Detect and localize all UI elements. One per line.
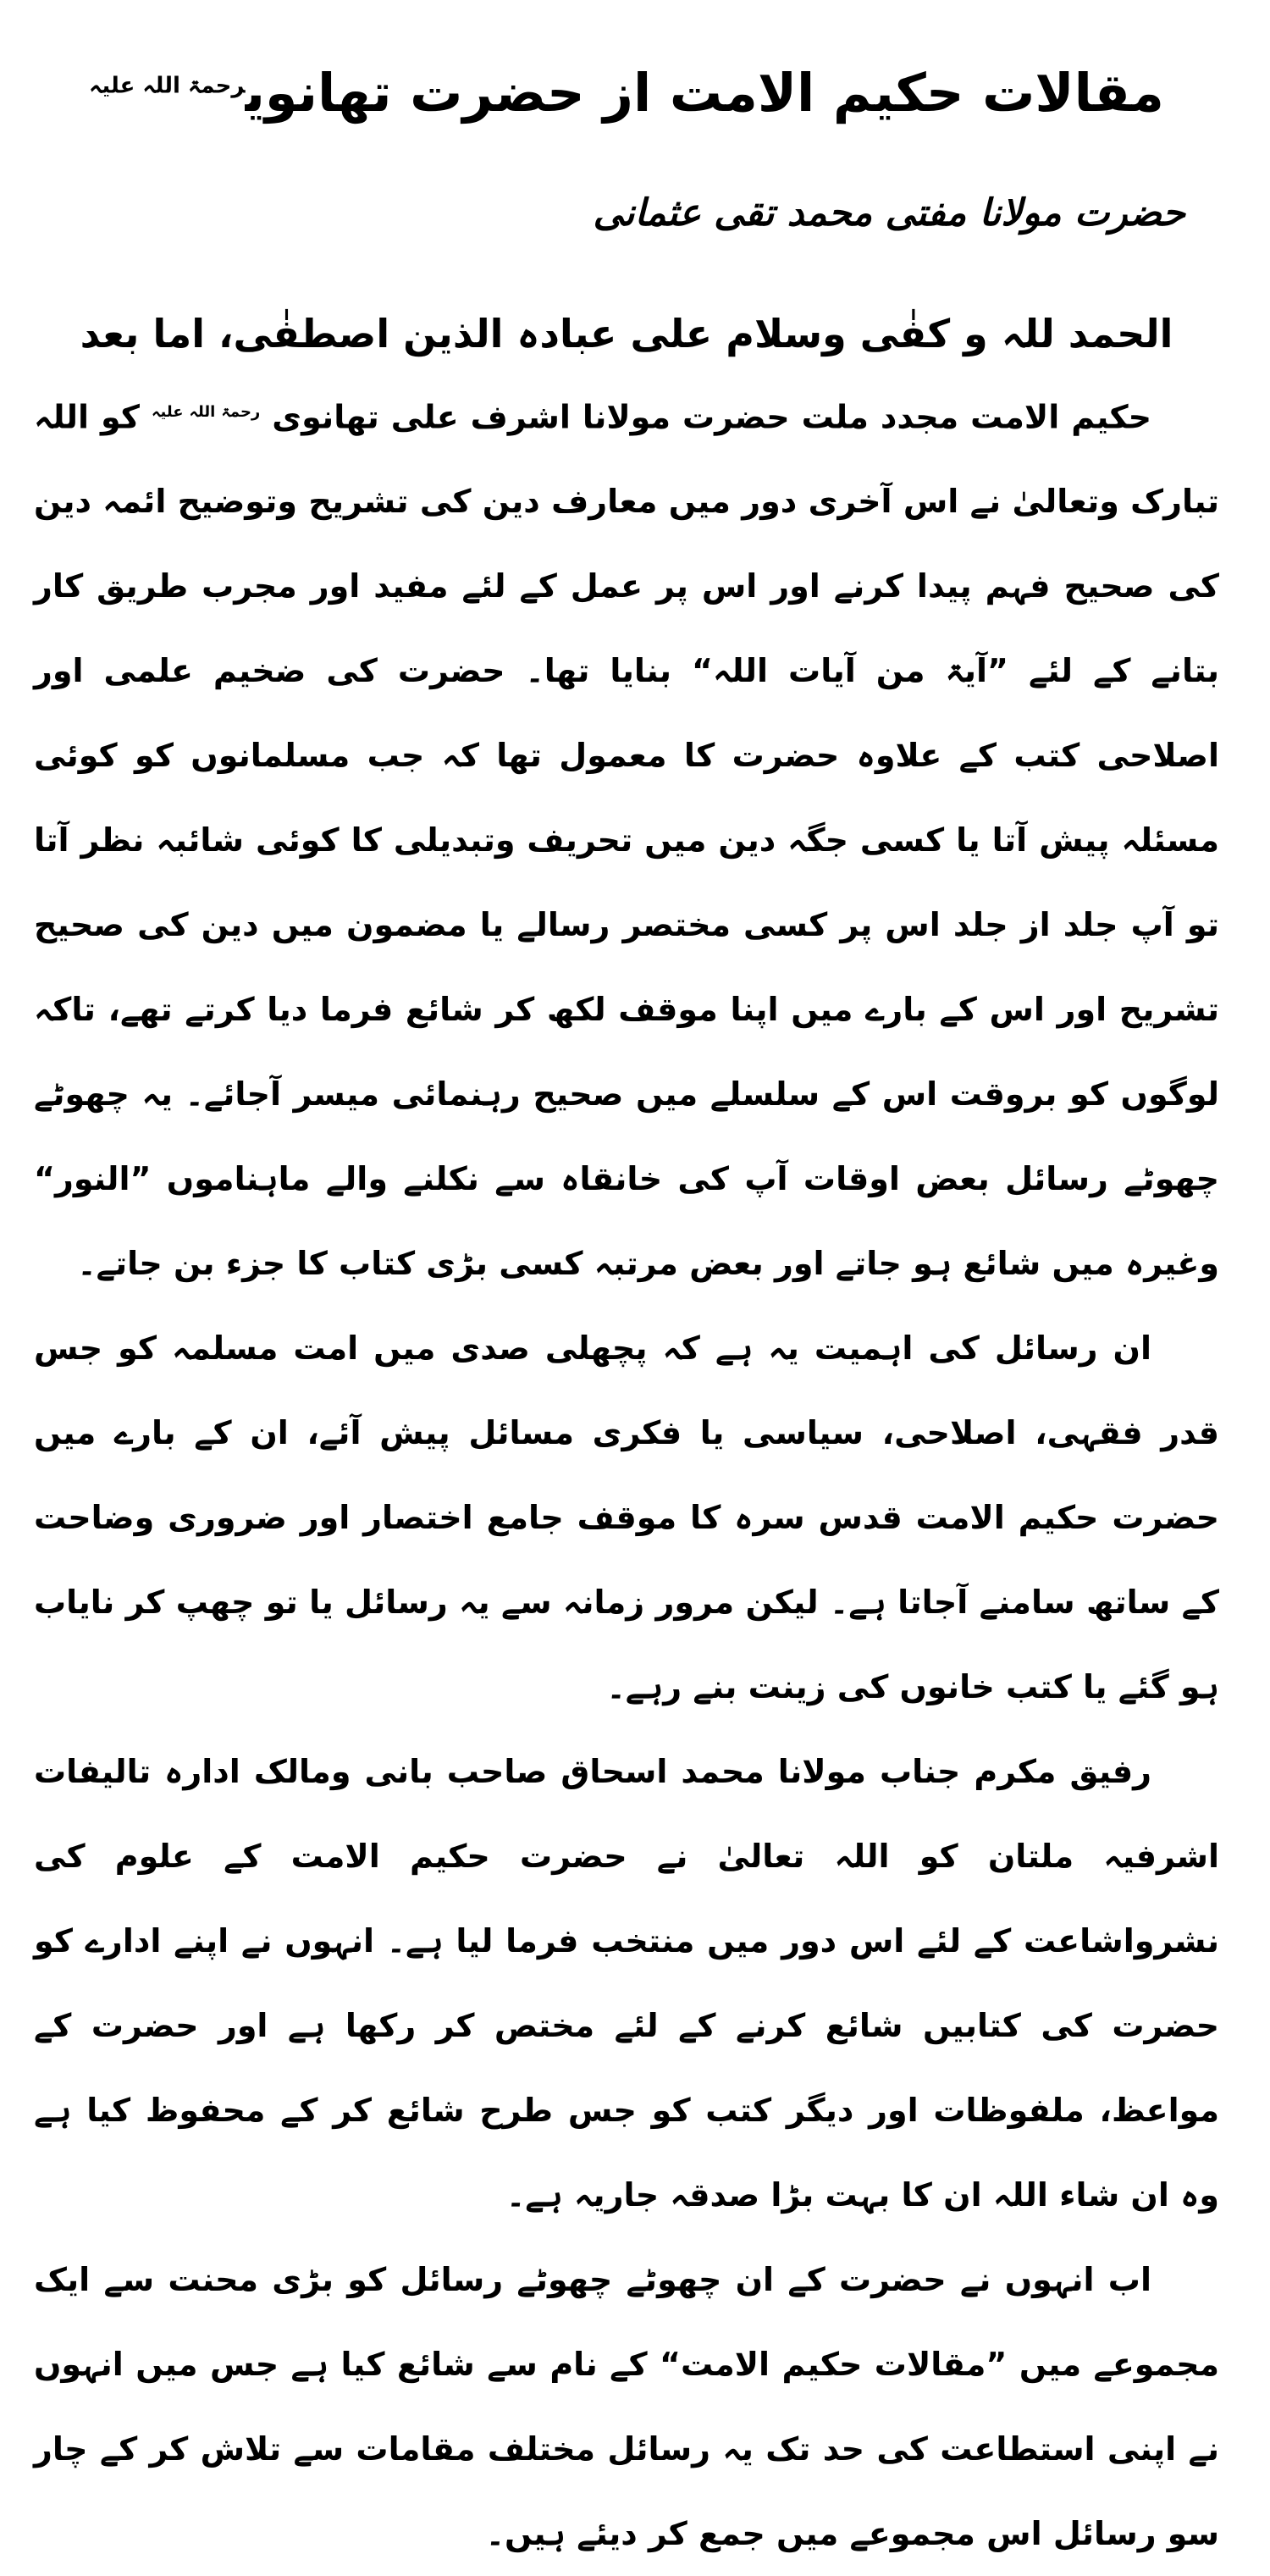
title-honorific: رحمۃ اللہ علیہ: [89, 73, 246, 99]
paragraph-1-text-b: کو اللہ تبارک وتعالیٰ نے اس آخری دور میں معارف دین کی تشریح وتوضیح ائمہ دین کی صحیح فہم پیدا کرنے اور اس پر عمل کے لئے مفید اور مجرب طریق کار بتانے کے لئے ”آیۃ من آیات اللہ“ بنایا تھا۔ حضرت کی ضخیم علمی اور اصلاحی کتب کے علاوہ حضرت کا معمول تھا کہ جب مسلمانوں کو کوئی مسئلہ پیش آتا یا کسی جگہ دین میں تحریف وتبدیلی کا کوئی شائبہ نظر آتا تو آپ جلد از جلد اس پر کسی مختصر رسالے یا مضمون میں دین کی صحیح تشریح اور اس کے بارے میں اپنا موقف لکھ کر شائع فرما دیا کرتے تھے، تاکہ لوگوں کو بروقت اس کے سلسلے میں صحیح رہنمائی میسر آجائے۔ یہ چھوٹے چھوٹے رسائل بعض اوقات آپ کی خانقاہ سے نکلنے والے ماہناموں ”النور“ وغیرہ میں شائع ہو جاتے اور بعض مرتبہ کسی بڑی کتاب کا جزء بن جاتے۔: [34, 398, 1219, 1283]
paragraph-2: [34, 1306, 1219, 1729]
paragraph-2-text: ان رسائل کی اہمیت یہ ہے کہ پچھلی صدی میں امت مسلمہ کو جس قدر فقہی، اصلاحی، سیاسی یا فکری مسائل پیش آئے، ان کے بارے میں حضرت حکیم الامت قدس سرہ کا موقف جامع اختصار اور ضروری وضاحت کے ساتھ سامنے آجاتا ہے۔ لیکن مرور زمانہ سے یہ رسائل یا تو چھپ کر نایاب ہو گئے یا کتب خانوں کی زینت بنے رہے۔: [34, 1329, 1219, 1706]
paragraph-3-text: رفیق مکرم جناب مولانا محمد اسحاق صاحب بانی ومالک ادارہ تالیفات اشرفیہ ملتان کو اللہ تعالیٰ نے حضرت حکیم الامت کے علوم کی نشرواشاعت کے لئے اس دور میں منتخب فرما لیا ہے۔ انہوں نے اپنے ادارے کو حضرت کی کتابیں شائع کرنے کے لئے مختص کر رکھا ہے اور حضرت کے مواعظ، ملفوظات اور دیگر کتب کو جس طرح شائع کر کے محفوظ کیا ہے وہ ان شاء اللہ ان کا بہت بڑا صدقہ جاریہ ہے۔: [34, 1753, 1219, 2214]
paragraph-1-honorific: رحمۃ اللہ علیہ: [151, 402, 261, 421]
document-title: [34, 59, 1219, 128]
document-title-text: مقالات حکیم الامت از حضرت تھانوی: [245, 62, 1164, 124]
opening-invocation: الحمد للہ و کفٰی وسلام علی عبادہ الذین اصطفٰی، اما بعد: [80, 311, 1173, 357]
paragraph-1: [34, 370, 1219, 1307]
paragraph-4-text: اب انہوں نے حضرت کے ان چھوٹے چھوٹے رسائل کو بڑی محنت سے ایک مجموعے میں ”مقالات حکیم الامت“ کے نام سے شائع کیا ہے جس میں انہوں نے اپنی استطاعت کی حد تک یہ رسائل مختلف مقامات سے تلاش کر کے چار سو رسائل اس مجموعے میں جمع کر دیئے ہیں۔: [34, 2261, 1219, 2553]
author-name: حضرت مولانا مفتی محمد تقی عثمانی: [593, 191, 1185, 235]
paragraph-1-text-a: حکیم الامت مجدد ملت حضرت مولانا اشرف علی تھانوی: [260, 398, 1152, 436]
paragraph-3: [34, 1729, 1219, 2237]
paragraph-4: [34, 2237, 1219, 2576]
